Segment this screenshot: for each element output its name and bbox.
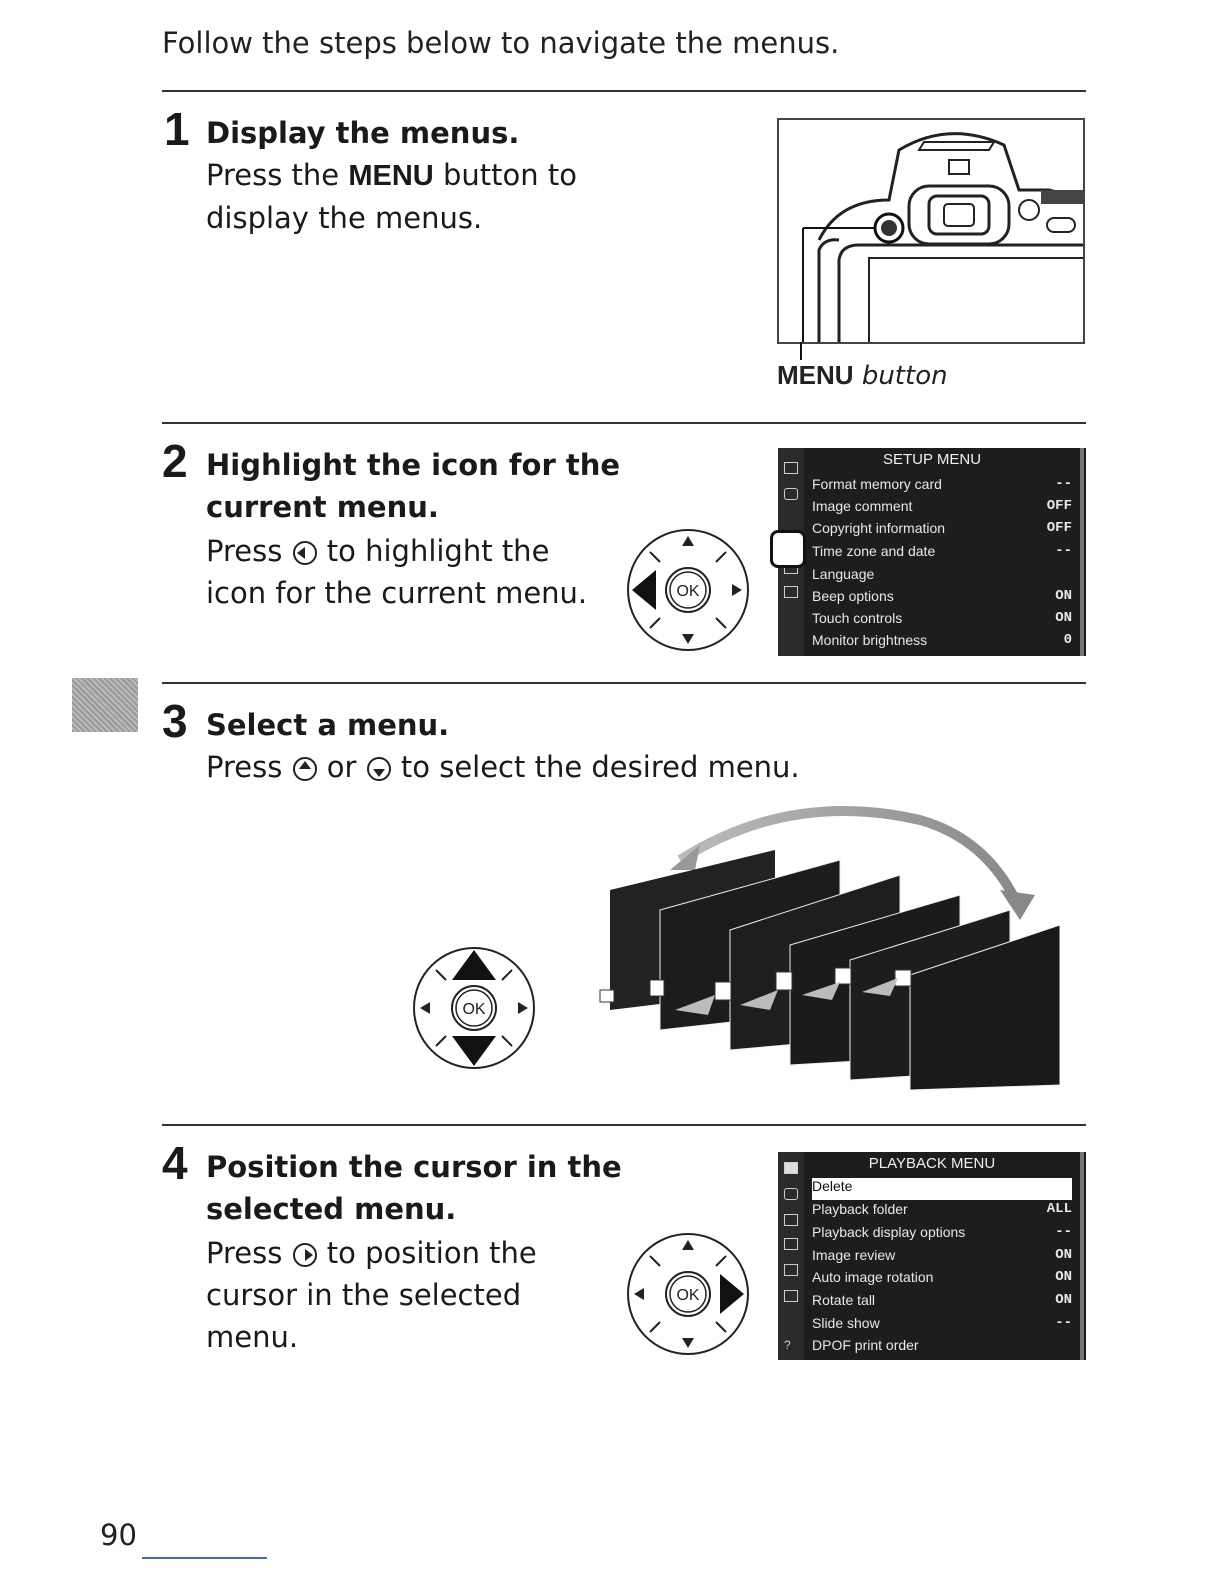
menu-row: Format memory card --	[812, 476, 1072, 492]
setup-icon-highlight	[770, 530, 806, 568]
menu-row: Touch controls ON	[812, 610, 1072, 626]
menu-cascade-illustration	[590, 800, 1060, 1100]
intro-text: Follow the steps below to navigate the menus.	[162, 26, 840, 60]
multi-selector-down-icon	[366, 756, 392, 782]
step-number: 2	[162, 435, 188, 487]
page-number: 90	[100, 1518, 137, 1552]
multi-selector-right-pressed-icon	[626, 1232, 750, 1356]
step-divider	[162, 682, 1086, 684]
step-number: 3	[162, 695, 188, 747]
menu-row: Beep options ON	[812, 588, 1072, 604]
menu-row: Rotate tall ON	[812, 1292, 1072, 1308]
figure-caption: MENU button	[777, 360, 948, 391]
multi-selector-up-icon	[292, 756, 318, 782]
leader-line	[800, 342, 802, 360]
step-title: Display the menus.	[206, 116, 520, 150]
step-title: Position the cursor in the selected menu.	[206, 1150, 622, 1226]
scrollbar	[1080, 448, 1084, 656]
camera-illustration	[777, 118, 1085, 344]
multi-selector-up-down-icon	[412, 946, 536, 1070]
step-body: Press the MENU button to display the menus.	[206, 158, 577, 235]
help-icon: ?	[784, 1338, 791, 1352]
menu-keyword: MENU	[348, 160, 434, 192]
menu-title: PLAYBACK MENU	[868, 1155, 996, 1172]
section-tab	[72, 678, 138, 732]
setup-menu-icon	[784, 1238, 798, 1250]
step-body: Press or to select the desired menu.	[206, 750, 800, 784]
scrollbar	[1080, 1152, 1084, 1360]
shooting-menu-icon	[784, 488, 798, 500]
menu-row: Auto image rotation ON	[812, 1269, 1072, 1285]
page-footer-line	[142, 1557, 267, 1559]
recent-settings-icon	[784, 1290, 798, 1302]
svg-text:OK: OK	[676, 583, 700, 600]
svg-text:OK: OK	[676, 1287, 700, 1304]
multi-selector-right-icon	[292, 1242, 318, 1268]
step-divider	[162, 90, 1086, 92]
menu-row: Image review ON	[812, 1247, 1072, 1263]
menu-row: Playback folder ALL	[812, 1201, 1072, 1217]
menu-row: Language	[812, 566, 875, 582]
menu-row: Image comment OFF	[812, 498, 1072, 514]
step-body: Press to position the cursor in the selected menu.	[206, 1236, 537, 1354]
playback-menu-screen	[778, 1152, 1086, 1360]
multi-selector-left-pressed-icon	[626, 528, 750, 652]
camera-back-icon	[779, 120, 1085, 344]
svg-text:OK: OK	[462, 1001, 486, 1018]
menu-row: Playback display options --	[812, 1224, 1072, 1240]
step-title: Select a menu.	[206, 708, 450, 742]
step-divider	[162, 1124, 1086, 1126]
step-number: 4	[162, 1137, 188, 1189]
menu-title: SETUP MENU	[882, 451, 982, 468]
menu-row: DPOF print order	[812, 1337, 919, 1353]
menu-icon-column	[778, 1152, 804, 1360]
multi-selector-left-icon	[292, 540, 318, 566]
custom-settings-icon	[784, 1214, 798, 1226]
recent-settings-icon	[784, 586, 798, 598]
menu-row-selected: Delete	[812, 1178, 1072, 1200]
menu-row: Copyright information OFF	[812, 520, 1072, 536]
step-title: Highlight the icon for the current menu.	[206, 448, 621, 524]
menu-row: Monitor brightness 0	[812, 632, 1072, 648]
step-body: Press to highlight the icon for the current menu.	[206, 534, 588, 610]
shooting-menu-icon	[784, 1188, 798, 1200]
step-divider	[162, 422, 1086, 424]
menu-card-stack	[600, 850, 1060, 1090]
menu-row: Time zone and date --	[812, 543, 1072, 559]
step-number: 1	[164, 103, 190, 155]
setup-menu-screen	[778, 448, 1086, 656]
menu-row: Slide show --	[812, 1315, 1072, 1331]
retouch-menu-icon	[784, 1264, 798, 1276]
